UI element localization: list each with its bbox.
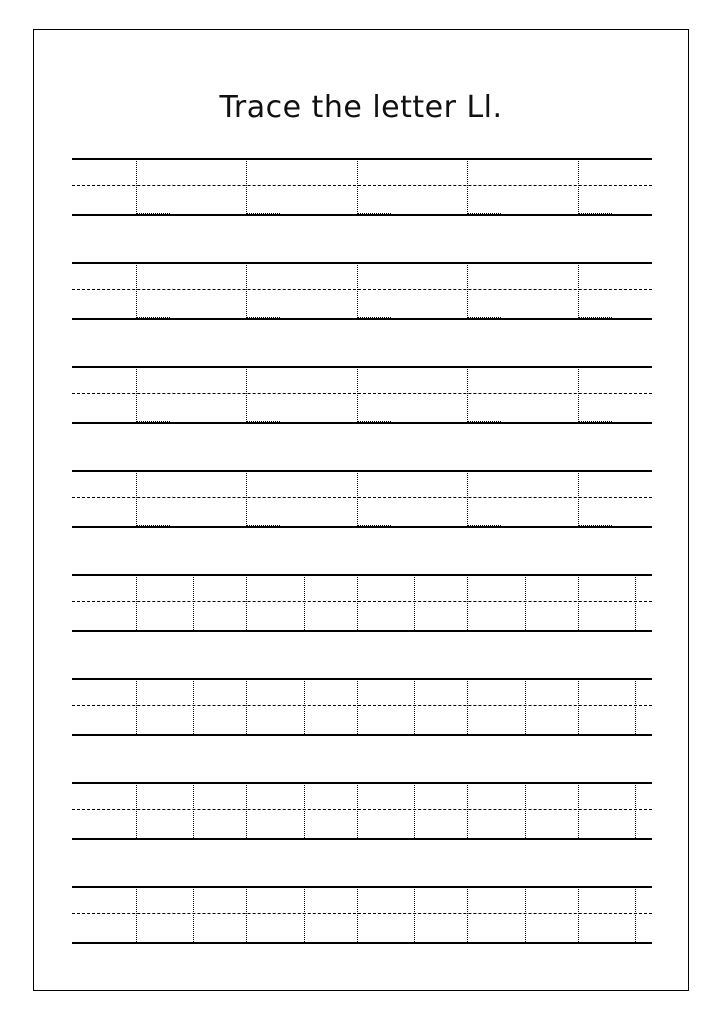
slot-separator [304, 782, 305, 838]
slot-separator [304, 678, 305, 734]
letter-stem-stroke [578, 470, 579, 526]
letter-foot-stroke [136, 421, 170, 422]
letter-stem-stroke [136, 574, 137, 630]
letter-stem-stroke [246, 782, 247, 838]
slot-separator [525, 782, 526, 838]
letter-foot-stroke [467, 421, 501, 422]
slot-separator [414, 678, 415, 734]
letter-foot-stroke [136, 213, 170, 214]
letter-stem-stroke [467, 158, 468, 214]
letter-foot-stroke [578, 317, 612, 318]
letter-foot-stroke [578, 525, 612, 526]
letter-foot-stroke [136, 317, 170, 318]
letter-foot-stroke [578, 421, 612, 422]
guide-line-bottom [72, 526, 652, 528]
letter-stem-stroke [136, 470, 137, 526]
letter-stem-stroke [357, 366, 358, 422]
letter-stem-stroke [136, 782, 137, 838]
tracing-row[interactable] [72, 158, 652, 230]
slot-separator [525, 574, 526, 630]
letter-stem-stroke [578, 886, 579, 942]
slot-separator [635, 886, 636, 942]
letter-slot-group [72, 262, 652, 318]
tracing-row[interactable] [72, 262, 652, 334]
slot-separator [525, 886, 526, 942]
letter-stem-stroke [136, 886, 137, 942]
letter-stem-stroke [357, 678, 358, 734]
letter-stem-stroke [136, 366, 137, 422]
guide-line-bottom [72, 318, 652, 320]
letter-stem-stroke [246, 470, 247, 526]
letter-foot-stroke [467, 525, 501, 526]
guide-line-bottom [72, 422, 652, 424]
letter-stem-stroke [357, 470, 358, 526]
guide-line-bottom [72, 838, 652, 840]
letter-stem-stroke [578, 262, 579, 318]
letter-stem-stroke [136, 262, 137, 318]
slot-separator [414, 886, 415, 942]
letter-foot-stroke [246, 317, 280, 318]
tracing-row[interactable] [72, 886, 652, 958]
letter-stem-stroke [357, 158, 358, 214]
letter-slot-group [72, 782, 652, 838]
letter-stem-stroke [136, 158, 137, 214]
tracing-row[interactable] [72, 678, 652, 750]
letter-stem-stroke [578, 678, 579, 734]
guide-line-bottom [72, 214, 652, 216]
letter-foot-stroke [357, 421, 391, 422]
slot-separator [635, 574, 636, 630]
slot-separator [525, 678, 526, 734]
letter-stem-stroke [246, 574, 247, 630]
letter-stem-stroke [467, 470, 468, 526]
letter-slot-group [72, 366, 652, 422]
letter-stem-stroke [578, 782, 579, 838]
worksheet-page [33, 29, 689, 991]
slot-separator [414, 574, 415, 630]
guide-line-bottom [72, 734, 652, 736]
letter-foot-stroke [357, 317, 391, 318]
letter-stem-stroke [467, 886, 468, 942]
letter-stem-stroke [578, 158, 579, 214]
slot-separator [193, 574, 194, 630]
letter-stem-stroke [246, 366, 247, 422]
letter-foot-stroke [357, 213, 391, 214]
letter-foot-stroke [578, 213, 612, 214]
letter-stem-stroke [467, 366, 468, 422]
slot-separator [193, 886, 194, 942]
tracing-row[interactable] [72, 470, 652, 542]
letter-slot-group [72, 470, 652, 526]
letter-stem-stroke [357, 782, 358, 838]
letter-stem-stroke [136, 678, 137, 734]
letter-stem-stroke [246, 158, 247, 214]
letter-stem-stroke [246, 886, 247, 942]
letter-foot-stroke [357, 525, 391, 526]
tracing-row[interactable] [72, 782, 652, 854]
slot-separator [635, 782, 636, 838]
letter-foot-stroke [467, 213, 501, 214]
letter-foot-stroke [246, 213, 280, 214]
letter-foot-stroke [246, 525, 280, 526]
slot-separator [635, 678, 636, 734]
letter-stem-stroke [578, 366, 579, 422]
letter-stem-stroke [578, 574, 579, 630]
slot-separator [193, 678, 194, 734]
letter-slot-group [72, 678, 652, 734]
letter-stem-stroke [246, 678, 247, 734]
letter-stem-stroke [357, 886, 358, 942]
slot-separator [304, 574, 305, 630]
tracing-rows [72, 158, 652, 990]
letter-stem-stroke [246, 262, 247, 318]
letter-slot-group [72, 158, 652, 214]
letter-slot-group [72, 886, 652, 942]
letter-foot-stroke [246, 421, 280, 422]
tracing-row[interactable] [72, 574, 652, 646]
letter-stem-stroke [467, 262, 468, 318]
letter-slot-group [72, 574, 652, 630]
letter-stem-stroke [357, 574, 358, 630]
letter-stem-stroke [467, 574, 468, 630]
slot-separator [414, 782, 415, 838]
letter-foot-stroke [467, 317, 501, 318]
tracing-row[interactable] [72, 366, 652, 438]
guide-line-bottom [72, 630, 652, 632]
guide-line-bottom [72, 942, 652, 944]
letter-stem-stroke [467, 782, 468, 838]
letter-stem-stroke [357, 262, 358, 318]
letter-foot-stroke [136, 525, 170, 526]
page-title: Trace the letter Ll. [219, 90, 503, 125]
slot-separator [304, 886, 305, 942]
slot-separator [193, 782, 194, 838]
letter-stem-stroke [467, 678, 468, 734]
